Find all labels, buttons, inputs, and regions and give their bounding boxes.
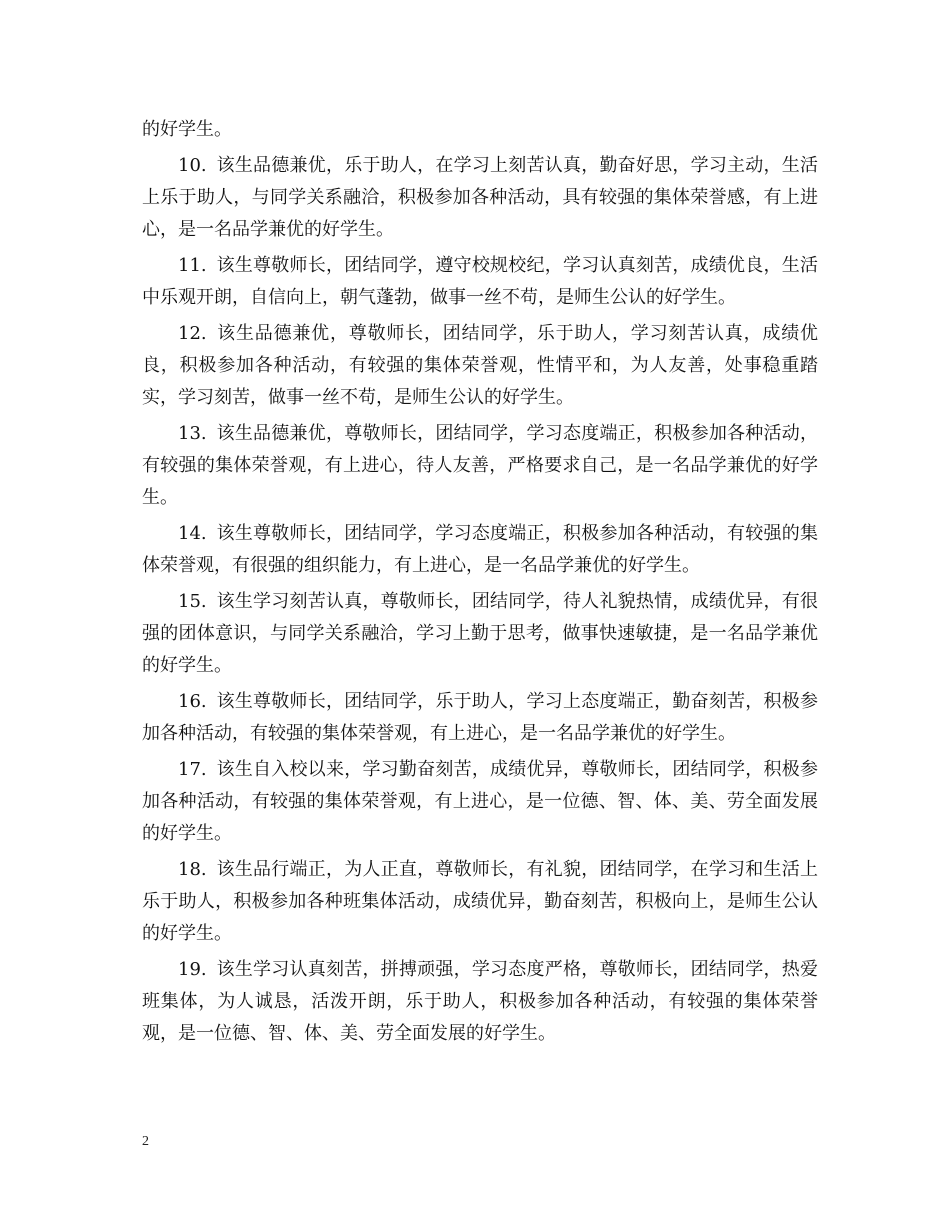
item-text: 该生尊敬师长，团结同学，乐于助人，学习上态度端正，勤奋刻苦，积极参加各种活动，有较强的集体荣誉观，有上进心，是一名品学兼优的好学生。 [142,691,818,744]
list-item [142,686,818,750]
item-text: 该生尊敬师长，团结同学，学习态度端正，积极参加各种活动，有较强的集体荣誉观，有很强的组织能力，有上进心，是一名品学兼优的好学生。 [142,523,818,576]
list-item [142,318,818,414]
item-number: 13. [178,423,207,444]
item-text: 该生学习刻苦认真，尊敬师长，团结同学，待人礼貌热情，成绩优异，有很强的团体意识，与同学关系融洽，学习上勤于思考，做事快速敏捷，是一名品学兼优的好学生。 [142,591,818,676]
item-number: 14. [178,523,207,544]
list-item [142,754,818,850]
list-item [142,954,818,1050]
list-item [142,518,818,582]
item-number: 16. [178,691,207,712]
list-item [142,250,818,314]
list-item [142,418,818,514]
item-number: 12. [178,323,207,344]
list-item [142,854,818,950]
document-body [142,114,818,1054]
item-text: 该生品德兼优，尊敬师长，团结同学，乐于助人，学习刻苦认真，成绩优良，积极参加各种活动，有较强的集体荣誉观，性情平和，为人友善，处事稳重踏实，学习刻苦，做事一丝不苟，是师生公认的好学生。 [142,323,818,408]
item-text: 该生自入校以来，学习勤奋刻苦，成绩优异，尊敬师长，团结同学，积极参加各种活动，有较强的集体荣誉观，有上进心，是一位德、智、体、美、劳全面发展的好学生。 [142,759,818,844]
continuation-paragraph: 的好学生。 [142,119,232,140]
item-number: 19. [178,959,207,980]
item-number: 10. [178,155,207,176]
item-text: 该生尊敬师长，团结同学，遵守校规校纪，学习认真刻苦，成绩优良，生活中乐观开朗，自信向上，朝气蓬勃，做事一丝不苟，是师生公认的好学生。 [142,255,818,308]
item-number: 18. [178,859,207,880]
item-number: 15. [178,591,207,612]
item-text: 该生学习认真刻苦，拼搏顽强，学习态度严格，尊敬师长，团结同学，热爱班集体，为人诚恳，活泼开朗，乐于助人，积极参加各种活动，有较强的集体荣誉观，是一位德、智、体、美、劳全面发展的好学生。 [142,959,818,1044]
item-number: 17. [178,759,207,780]
item-number: 11. [178,255,207,276]
item-text: 该生品德兼优，尊敬师长，团结同学，学习态度端正，积极参加各种活动，有较强的集体荣誉观，有上进心，待人友善，严格要求自己，是一名品学兼优的好学生。 [142,423,818,508]
item-text: 该生品行端正，为人正直，尊敬师长，有礼貌，团结同学，在学习和生活上乐于助人，积极参加各种班集体活动，成绩优异，勤奋刻苦，积极向上，是师生公认的好学生。 [142,859,818,944]
page-number: 2 [142,1134,149,1149]
list-item [142,586,818,682]
item-text: 该生品德兼优，乐于助人，在学习上刻苦认真，勤奋好思，学习主动，生活上乐于助人，与同学关系融洽，积极参加各种活动，具有较强的集体荣誉感，有上进心，是一名品学兼优的好学生。 [142,155,818,240]
list-item [142,150,818,246]
